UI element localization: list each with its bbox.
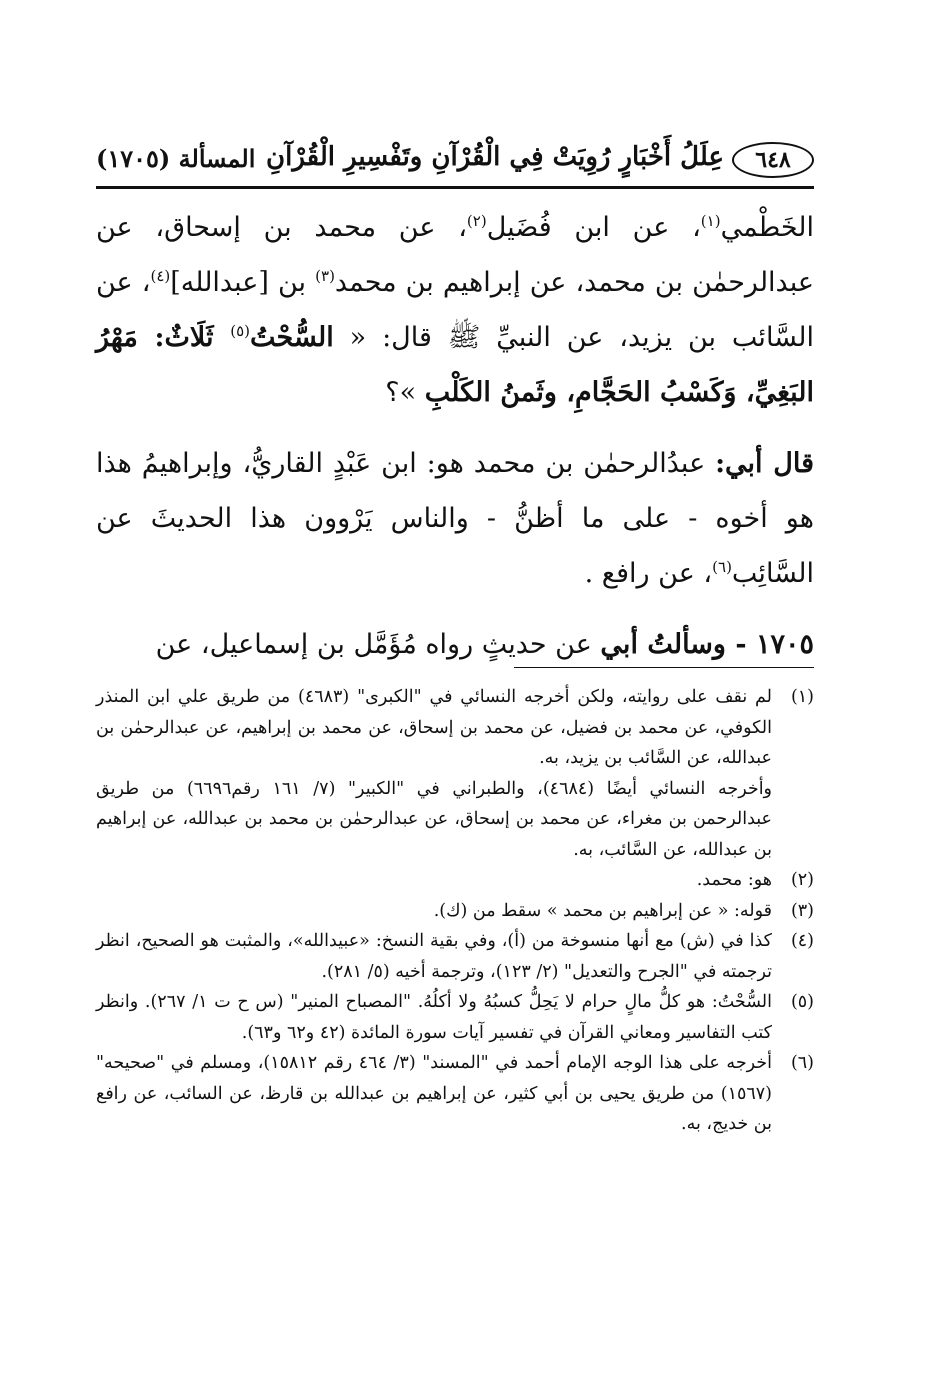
footnote-marker: (١) — [700, 212, 721, 230]
footnote-separator — [514, 667, 814, 668]
footnote-item — [96, 682, 814, 865]
footnotes — [96, 682, 814, 1140]
footnote-number: (٢) — [790, 870, 814, 890]
footnote-marker: (٤) — [150, 267, 171, 285]
paragraph-question — [96, 617, 814, 672]
footnote-number: (١) — [790, 687, 814, 707]
page-number: ٦٤٨ — [732, 142, 814, 178]
hadith-text: السُّحْتُ — [250, 322, 334, 353]
footnote-number: (٤) — [790, 931, 814, 951]
footnote-number: (٣) — [790, 900, 814, 921]
footnote-text: لم نقف على روايته، ولكن أخرجه النسائي في "الكبرى" (٤٦٨٣) من طريق علي ابن المنذر الكوفي، عن محمد بن فضيل، عن محمد بن إسحاق، عن محمد بن إبراهيم، عن عبدالرحمٰن بن عبدالله، عن السَّائب بن يزيد، به. — [96, 687, 772, 768]
footnote-text: السُّحْتُ: هو كلُّ مالٍ حرام لا يَحِلُّ كسبُهُ ولا أكلُهُ. "المصباح المنير" (س ح ت ١/ ٢٦٧). وانظر كتب التفاسير ومعاني القرآن في تفسير آيات سورة المائدة (٤٢ و٦٢ و٦٣). — [96, 992, 773, 1043]
text-run: الخَطْمي — [720, 212, 814, 243]
text-run: ، عن ابن فُضَيل — [486, 212, 701, 243]
footnote-marker: (٣) — [315, 267, 335, 285]
running-header — [96, 138, 814, 182]
hadith-text: ثَلَاثٌ: مَهْرُ البَغِيِّ، وَكَسْبُ الحَجَّامِ، وثَمنُ الكَلْبِ — [96, 322, 814, 408]
footnote-marker: (٢) — [466, 212, 487, 230]
text-run: ، عن رافع . — [584, 558, 713, 589]
running-title: عِلَلُ أَخْبَارٍ رُوِيَتْ فِي الْقُرْآنِ وتَفْسِيرِ الْقُرْآنِ — [266, 142, 724, 172]
masala-reference: المسألة (١٧٠٥) — [96, 144, 256, 173]
footnote-text: كذا في (ش) مع أنها منسوخة من (أ)، وفي بقية النسخ: «عبيدالله»، والمثبت هو الصحيح، انظر ترجمته في "الجرح والتعديل" (٢/ ١٢٣)، وترجمة أخيه (٥/ ٢٨١). — [96, 931, 772, 982]
footnote-item — [96, 926, 814, 987]
text-run: بن [عبدالله] — [170, 267, 316, 298]
footnote-item — [96, 896, 814, 927]
footnote-text: أخرجه على هذا الوجه الإمام أحمد في "المسند" (٣/ ٤٦٤ رقم ١٥٨١٢)، ومسلم في "صحيحه" (١٥٦٧) من طريق يحيى بن أبي كثير، عن إبراهيم بن عبدالله بن قارظ، عن السائب، عن رافع بن خديج، به. — [96, 1053, 772, 1134]
footnote-marker: (٥) — [230, 322, 251, 340]
header-rule — [96, 186, 814, 189]
footnote-item — [96, 865, 814, 896]
paragraph-isnad — [96, 200, 814, 420]
text-run: ، عن السَّائب بن يزيد، عن النبيِّ ﷺ قال: « — [96, 267, 814, 353]
text-run: ، عن محمد بن إسحاق، عن عبدالرحمٰن بن محمد، عن إبراهيم بن محمد — [96, 212, 814, 298]
main-text — [96, 200, 814, 672]
footnote-marker: (٦) — [712, 558, 732, 576]
footnote-text: قوله: « عن إبراهيم بن محمد » سقط من (ك). — [433, 900, 772, 921]
text-run: »؟ — [385, 377, 425, 408]
footnote-number: (٥) — [790, 992, 814, 1012]
footnote-item — [96, 1048, 814, 1140]
footnote-item — [96, 987, 814, 1048]
question-number: ١٧٠٥ - وسألتُ أبي — [600, 629, 814, 660]
speaker-label: قال أبي: — [715, 448, 814, 479]
paragraph-commentary — [96, 436, 814, 601]
text-run: عن حديثٍ رواه مُؤَمَّل بن إسماعيل، عن — [155, 629, 601, 660]
text-run: عبدُالرحمٰن بن محمد هو: ابن عَبْدٍ القاريُّ، وإبراهيمُ هذا هو أخوه - على ما أظنُّ - والناس يَرْوون هذا الحديثَ عن السَّائِب — [96, 448, 814, 589]
footnote-number: (٦) — [790, 1053, 814, 1073]
footnote-text: هو: محمد. — [696, 870, 772, 890]
footnote-text: وأخرجه النسائي أيضًا (٤٦٨٤)، والطبراني في "الكبير" (٧/ ١٦١ رقم٦٦٩٦) من طريق عبدالرحمن بن مغراء، عن محمد بن إسحاق، عن عبدالرحمٰن بن محمد بن عبدالله، عن إبراهيم بن عبدالله، عن السَّائب، به. — [96, 778, 773, 860]
